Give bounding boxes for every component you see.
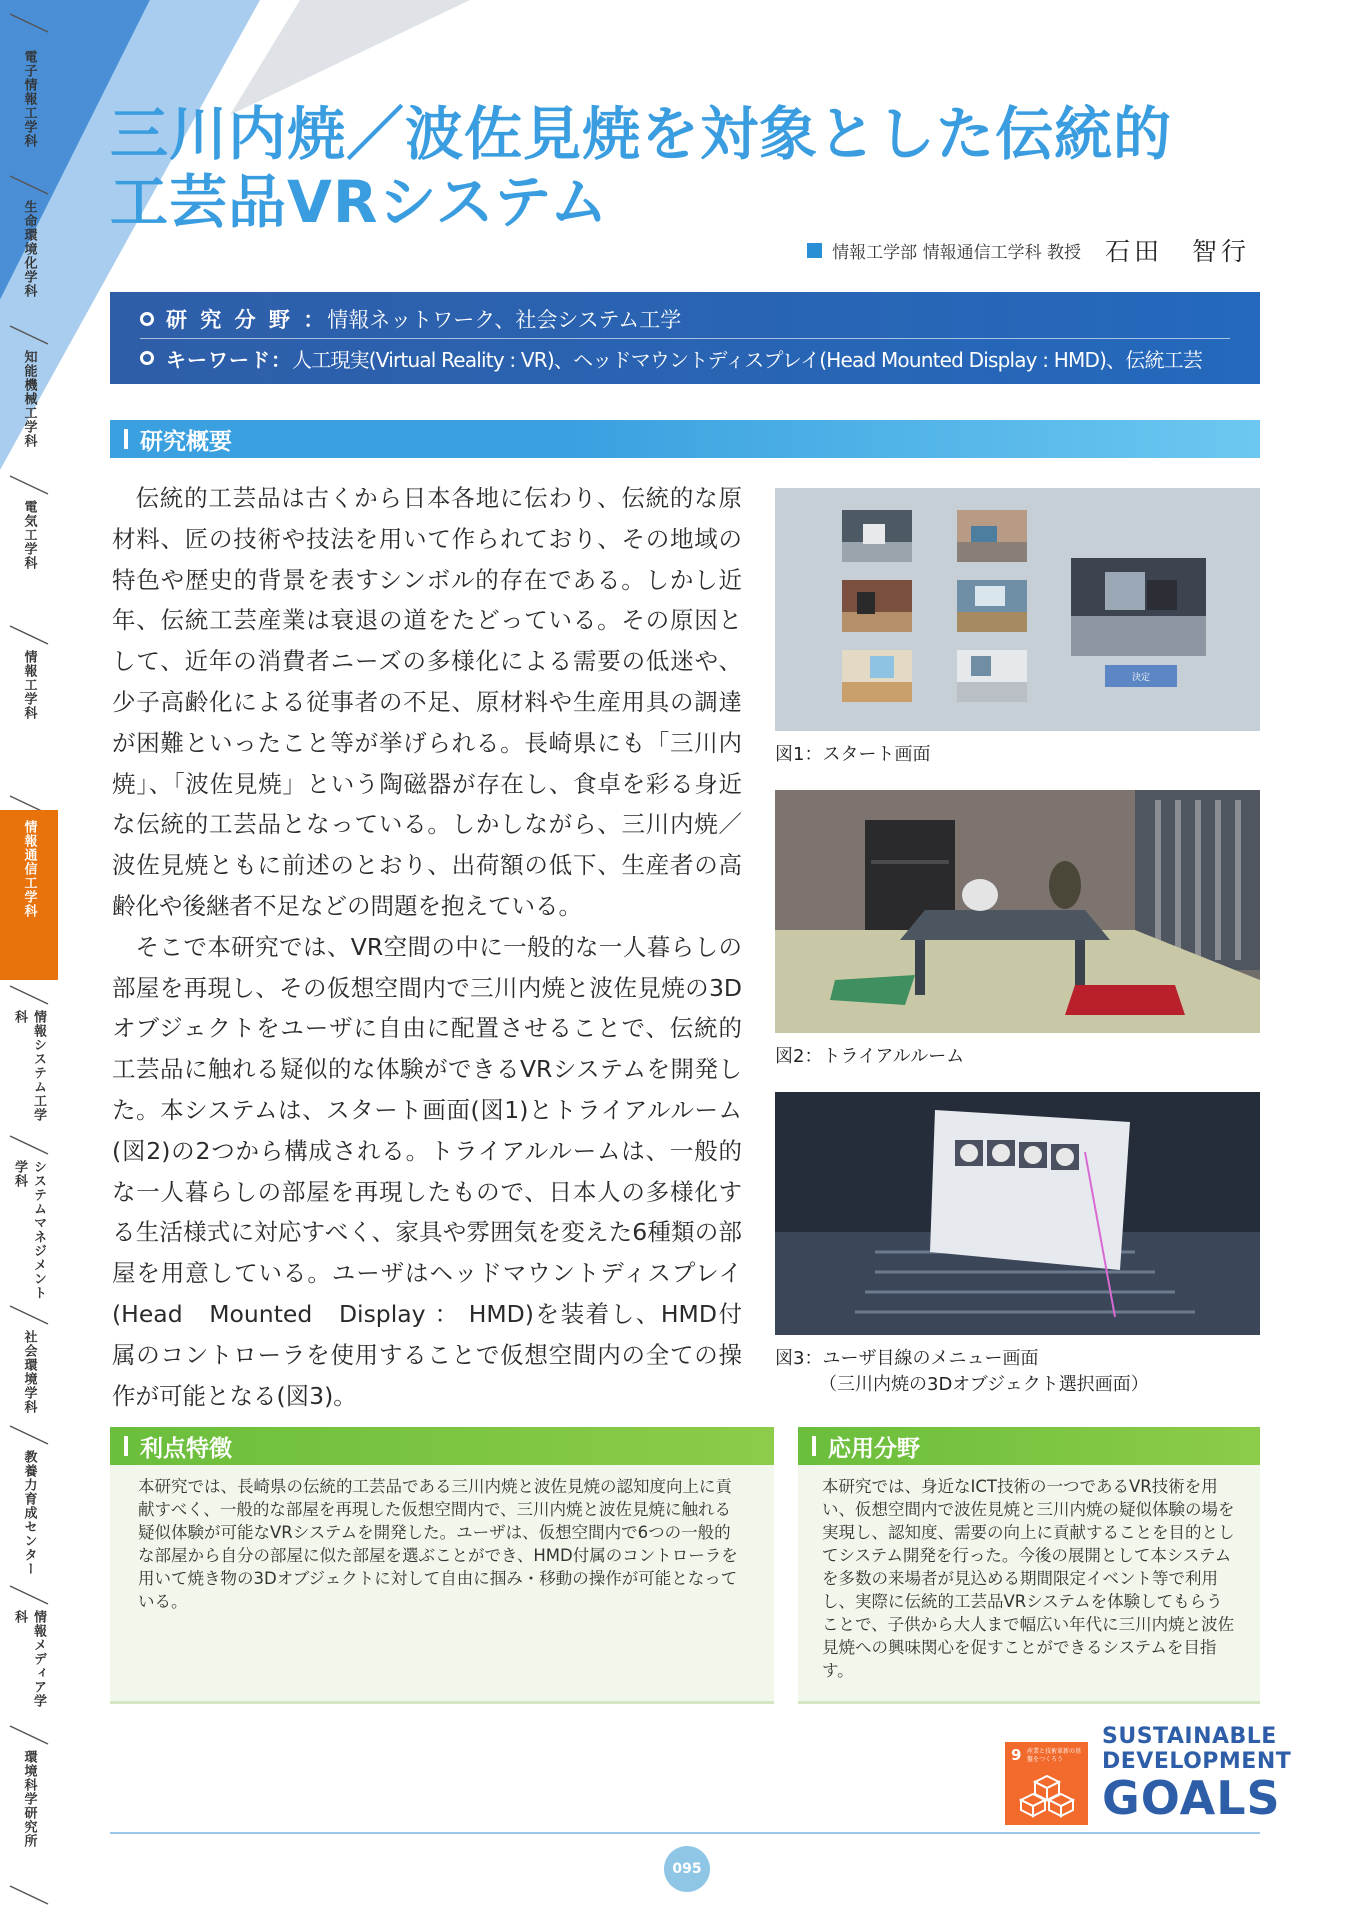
figure-3-caption-line: （三川内焼の3Dオブジェクト選択画面） xyxy=(819,1374,1149,1395)
research-info-box xyxy=(110,292,1260,384)
applications-heading xyxy=(798,1427,1260,1465)
figure-2-caption: 図2：トライアルルーム xyxy=(775,1046,965,1067)
side-tab-8[interactable] xyxy=(0,1150,58,1300)
overview-paragraph: 伝統的工芸品は古くから日本各地に伝わり、伝統的な原材料、匠の技術や技法を用いて作られており、その地域の特色や歴史的背景を表すシンボル的存在である。しかし近年、伝統工芸産業は衰退の道をたどっている。その原因として、近年の消費者ニーズの多様化による需要の低迷や、少子高齢化による従事者の不足、原材料や生産用具の調達が困難といったこと等が挙げられる。長崎県にも「三川内焼」、「波佐見焼」という陶磁器が存在し、食卓を彩る身近な伝統的工芸品となっている。しかしながら、三川内焼／波佐見焼ともに前述のとおり、出荷額の低下、生産者の高齢化や後継者不足などの問題を抱えている。 xyxy=(112,484,742,920)
side-tab-label: 情報通信工学科 xyxy=(21,820,37,918)
sdg-logo-line: DEVELOPMENT xyxy=(1102,1749,1292,1774)
sdg-goal-9-tile xyxy=(1005,1742,1088,1825)
advantages-box-underline xyxy=(110,1701,774,1704)
side-tab-label: 情報工学科 xyxy=(21,650,37,720)
side-tab-label: 社会環境学科 xyxy=(21,1330,37,1414)
side-tab-5[interactable] xyxy=(0,640,58,790)
keyword-value: 人工現実(Virtual Reality : VR)、ヘッドマウントディスプレイ(Head Mounted Display : HMD)、伝統工芸 xyxy=(292,347,1203,372)
side-tab-10[interactable] xyxy=(0,1440,58,1580)
side-tab-9[interactable] xyxy=(0,1320,58,1420)
side-tab-1[interactable] xyxy=(0,40,58,170)
side-tab-11[interactable] xyxy=(0,1600,58,1720)
sdg-logo xyxy=(1102,1724,1292,1825)
side-tab-label: 環境科学研究所 xyxy=(21,1750,37,1848)
room-thumbnail xyxy=(957,650,1027,702)
side-tab-label: システムマネジメント学科 xyxy=(12,1160,46,1300)
menu-panel[interactable] xyxy=(930,1110,1130,1270)
side-tab-label: 情報メディア学科 xyxy=(12,1610,46,1708)
page-title: 三川内焼／波佐見焼を対象とした伝統的 工芸品VRシステム xyxy=(110,100,1173,236)
overview-body xyxy=(112,478,742,1416)
side-tab-2[interactable] xyxy=(0,190,58,320)
sdg-goal-text: 産業と技術革新の基盤をつくろう xyxy=(1027,1748,1082,1763)
side-tab-label: 情報システム工学科 xyxy=(12,1010,46,1122)
keyword-line xyxy=(140,339,1230,377)
advantages-heading-text: 利点特徴 xyxy=(140,1435,232,1462)
figure-2-trial-room xyxy=(775,790,1260,1033)
circle-bullet-icon xyxy=(140,351,154,365)
side-tab-3[interactable] xyxy=(0,340,58,470)
circle-bullet-icon xyxy=(140,312,154,326)
tab-separator-slash xyxy=(6,12,52,34)
decide-button-label: 決定 xyxy=(1131,673,1151,683)
overview-heading xyxy=(110,420,1260,458)
page-number: 095 xyxy=(664,1846,710,1892)
figure-3-user-menu-view xyxy=(775,1092,1260,1335)
advantages-text: 本研究では、長崎県の伝統的工芸品である三川内焼と波佐見焼の認知度向上に貢献すべく、一般的な部屋を再現した仮想空間内で、三川内焼と波佐見焼に触れる疑似体験が可能なVRシステムを開発した。ユーザは、仮想空間内で6つの一般的な部屋から自分の部屋に似た部屋を選ぶことができ、HMD付属のコントローラを用いて焼き物の3Dオブジェクトに対して自由に掴み・移動の操作が可能となっている。 xyxy=(138,1477,738,1611)
side-tab-12[interactable] xyxy=(0,1740,58,1880)
room-thumbnail xyxy=(957,510,1027,562)
sdg-logo-goals: GOALS xyxy=(1102,1771,1281,1825)
side-tab-4[interactable] xyxy=(0,490,58,620)
author-row xyxy=(807,232,1250,268)
heading-bar-icon xyxy=(124,429,128,449)
research-field-label: 研 究 分 野 ： xyxy=(166,308,328,332)
sdg-goal-number: 9 xyxy=(1011,1746,1022,1764)
advantages-box xyxy=(110,1465,774,1701)
tab-separator-slash xyxy=(6,1884,52,1906)
applications-box xyxy=(798,1465,1260,1701)
author-name: 石田 智行 xyxy=(1104,237,1250,266)
square-bullet-icon xyxy=(807,243,822,258)
cube-icon xyxy=(1017,1774,1077,1818)
research-field-line xyxy=(140,300,1230,338)
department-side-nav xyxy=(0,40,58,1920)
room-thumbnail xyxy=(842,510,912,562)
heading-bar-icon xyxy=(812,1436,816,1456)
footer-divider xyxy=(110,1832,1260,1834)
overview-heading-text: 研究概要 xyxy=(140,428,232,455)
heading-bar-icon xyxy=(124,1436,128,1456)
selected-room-preview xyxy=(1071,558,1206,656)
advantages-heading xyxy=(110,1427,774,1465)
sdg-logo-line: SUSTAINABLE xyxy=(1102,1724,1277,1749)
side-tab-label: 電気工学科 xyxy=(21,500,37,570)
side-tab-6[interactable] xyxy=(0,810,58,980)
decide-button[interactable] xyxy=(1105,665,1177,687)
side-tab-label: 電子情報工学科 xyxy=(21,50,37,148)
figure-3-caption xyxy=(775,1346,1149,1398)
overview-paragraph: そこで本研究では、VR空間の中に一般的な一人暮らしの部屋を再現し、その仮想空間内で三川内焼と波佐見焼の3Dオブジェクトをユーザに自由に配置させることで、伝統的工芸品に触れる疑似的な体験ができるVRシステムを開発した。本システムは、スタート画面(図1)とトライアルルーム(図2)の2つから構成される。トライアルルームは、一般的な一人暮らしの部屋を再現したもので、日本人の多様化する生活様式に対応すべく、家具や雰囲気を変えた6種類の部屋を用意している。ユーザはヘッドマウントディスプレイ(Head Mounted Display ： HMD)を装着し、HMD付属のコントローラを使用することで仮想空間内の全ての操作が可能となる(図3)。 xyxy=(112,932,742,1410)
author-department: 情報工学部 情報通信工学科 教授 xyxy=(832,242,1081,263)
applications-box-underline xyxy=(798,1701,1260,1704)
keyword-label: キーワード： xyxy=(166,347,292,372)
side-tab-7[interactable] xyxy=(0,1000,58,1130)
figure-1-start-screen xyxy=(775,488,1260,731)
figure-3-caption-line: 図3：ユーザ目線のメニュー画面 xyxy=(775,1348,1039,1369)
room-thumbnail xyxy=(957,580,1027,632)
side-tab-label: 知能機械工学科 xyxy=(21,350,37,448)
side-tab-label: 教養力育成センター xyxy=(21,1450,37,1576)
research-field-value: 情報ネットワーク、社会システム工学 xyxy=(327,308,682,332)
room-thumbnail xyxy=(842,650,912,702)
side-tab-label: 生命環境化学科 xyxy=(21,200,37,298)
figure-1-caption: 図1：スタート画面 xyxy=(775,744,931,765)
applications-text: 本研究では、身近なICT技術の一つであるVR技術を用い、仮想空間内で波佐見焼と三川内焼の疑似体験の場を実現し、認知度、需要の向上に貢献することを目的としてシステム開発を行った。今後の展開として本システムを多数の来場者が見込める期間限定イベント等で利用し、実際に伝統的工芸品VRシステムを体験してもらうことで、子供から大人まで幅広い年代に三川内焼と波佐見焼への興味関心を促すことができるシステムを目指す。 xyxy=(822,1477,1235,1680)
room-thumbnail xyxy=(842,580,912,632)
applications-heading-text: 応用分野 xyxy=(828,1435,920,1462)
